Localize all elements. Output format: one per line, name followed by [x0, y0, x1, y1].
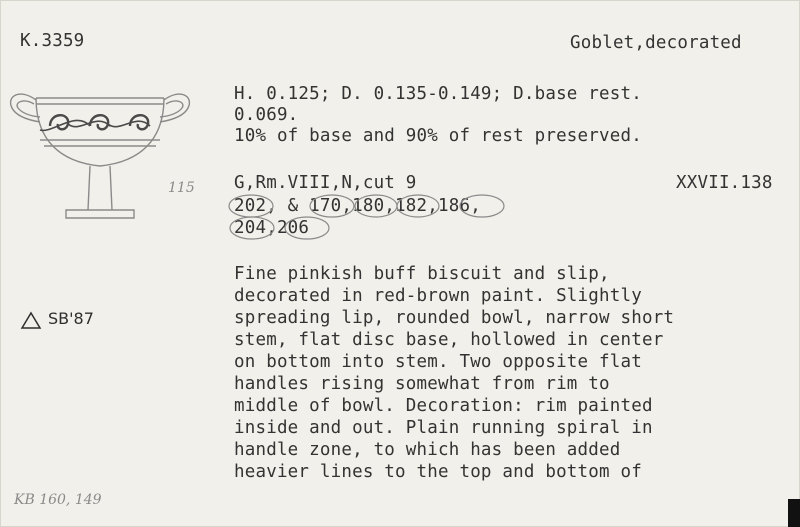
description-line: heavier lines to the top and bottom of [234, 462, 642, 482]
margin-number: 115 [168, 180, 195, 196]
description-line: inside and out. Plain running spiral in [234, 418, 653, 438]
circle-182 [397, 195, 439, 217]
circle-186 [460, 195, 504, 217]
description-line: Fine pinkish buff biscuit and slip, [234, 264, 610, 284]
preservation-text: 10% of base and 90% of rest preserved. [234, 126, 642, 146]
description-line: handles rising somewhat from rim to [234, 374, 610, 394]
findspot-line-3: 204,206 [234, 218, 310, 238]
circle-202 [229, 195, 273, 217]
findspot-line-2: 202, & 170,180,182,186, [234, 196, 481, 216]
description-line: stem, flat disc base, hollowed in center [234, 330, 664, 350]
dimensions-line-1: H. 0.125; D. 0.135-0.149; D.base rest. [234, 84, 642, 104]
catalog-number: K.3359 [20, 31, 85, 51]
description-line: handle zone, to which has been added [234, 440, 621, 460]
dimensions-line-2: 0.069. [234, 105, 299, 125]
plate-reference: XXVII.138 [676, 173, 773, 193]
description-line: middle of bowl. Decoration: rim painted [234, 396, 653, 416]
checked-note: SB'87 [48, 309, 94, 328]
circle-206 [285, 217, 329, 239]
circle-180 [355, 195, 397, 217]
circle-204 [230, 217, 274, 239]
description-line: decorated in red-brown paint. Slightly [234, 286, 642, 306]
circle-170 [310, 195, 354, 217]
object-title: Goblet,decorated [570, 33, 742, 53]
description-line: on bottom into stem. Two opposite flat [234, 352, 642, 372]
description-line: spreading lip, rounded bowl, narrow short [234, 308, 675, 328]
findspot-line-1: G,Rm.VIII,N,cut 9 [234, 173, 417, 193]
triangle-icon [20, 310, 42, 330]
bottom-reference: KB 160, 149 [14, 492, 102, 508]
